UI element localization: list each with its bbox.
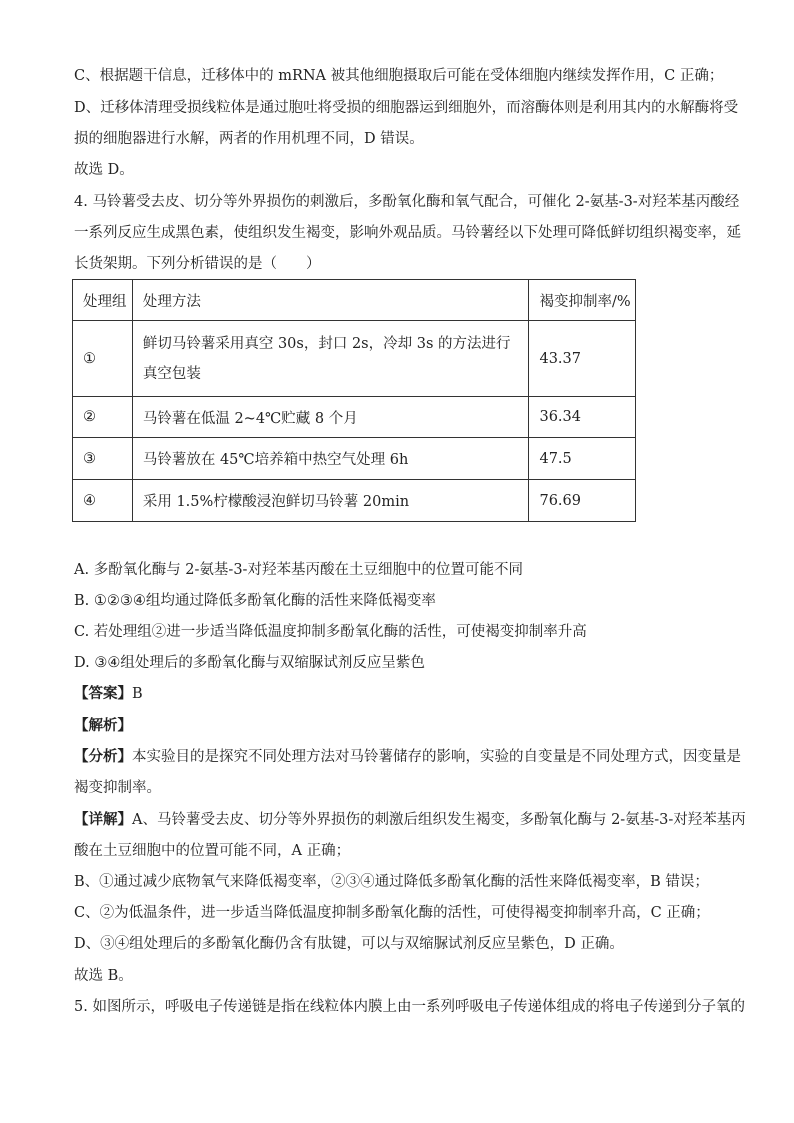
analysis-tag: 【解析】 xyxy=(74,717,132,734)
cell-method xyxy=(132,321,529,397)
paragraph-c: C、根据题干信息，迁移体中的 mRNA 被其他细胞摄取后可能在受体细胞内继续发挥作用，C 正确； xyxy=(74,68,724,84)
cell-group: ③ xyxy=(73,438,133,480)
answer-choice-d: 故选 D。 xyxy=(74,162,134,178)
cell-method-text: 鲜切马铃薯采用真空 30s，封口 2s，冷却 3s 的方法进行真空包装 xyxy=(142,335,511,382)
cell-group: ② xyxy=(73,397,133,438)
cell-group: ④ xyxy=(73,480,133,522)
question4-stem-line2: 一系列反应生成黑色素，使组织发生褐变，影响外观品质。马铃薯经以下处理可降低鲜切组织褐变率，延 xyxy=(74,225,741,241)
xiangjie-line2: 酸在土豆细胞中的位置可能不同，A 正确； xyxy=(74,843,351,859)
header-group: 处理组 xyxy=(73,280,133,321)
option-a: A. 多酚氧化酶与 2-氨基-3-对羟苯基丙酸在土豆细胞中的位置可能不同 xyxy=(74,562,523,578)
question4-stem-line3: 长货架期。下列分析错误的是（ ） xyxy=(74,256,321,272)
paragraph-d-line1: D、迁移体清理受损线粒体是通过胞吐将受损的细胞器运到细胞外，而溶酶体则是利用其内的水解酶将受 xyxy=(74,100,739,116)
xiangjie-line3: B、①通过减少底物氧气来降低褐变率，②③④通过降低多酚氧化酶的活性来降低褐变率，B 错误； xyxy=(74,874,709,890)
answer-line xyxy=(74,684,143,704)
option-d: D. ③④组处理后的多酚氧化酶与双缩脲试剂反应呈紫色 xyxy=(74,655,425,671)
paragraph-d-line2: 损的细胞器进行水解，两者的作用机理不同，D 错误。 xyxy=(74,131,424,147)
cell-method: 采用 1.5%柠檬酸浸泡鲜切马铃薯 20min xyxy=(132,480,529,522)
fenxi-line2: 褐变抑制率。 xyxy=(74,780,161,796)
table-row xyxy=(73,480,636,522)
fenxi-text: 本实验目的是探究不同处理方法对马铃薯储存的影响，实验的自变量是不同处理方式，因变量是 xyxy=(132,749,741,765)
answer-tag: 【答案】 xyxy=(74,685,132,702)
analysis-tag-line xyxy=(74,716,132,736)
xiangjie-text: A、马铃薯受去皮、切分等外界损伤的刺激后组织发生褐变，多酚氧化酶与 2-氨基-3-对羟苯基丙 xyxy=(132,812,746,828)
table-row xyxy=(73,397,636,438)
header-rate: 褐变抑制率/% xyxy=(529,280,636,321)
xiangjie-line4: C、②为低温条件，进一步适当降低温度抑制多酚氧化酶的活性，可使得褐变抑制率升高，C 正确； xyxy=(74,905,710,921)
treatment-table xyxy=(72,279,636,522)
cell-rate: 43.37 xyxy=(529,321,636,397)
fenxi-tag: 【分析】 xyxy=(74,748,132,765)
cell-group: ① xyxy=(73,321,133,397)
option-b: B. ①②③④组均通过降低多酚氧化酶的活性来降低褐变率 xyxy=(74,593,436,609)
xiangjie-line6: 故选 B。 xyxy=(74,968,133,984)
table-row xyxy=(73,438,636,480)
xiangjie-tag: 【详解】 xyxy=(74,811,132,828)
xiangjie-line5: D、③④组处理后的多酚氧化酶仍含有肽键，可以与双缩脲试剂反应呈紫色，D 正确。 xyxy=(74,936,624,952)
cell-rate: 47.5 xyxy=(529,438,636,480)
question4-stem-line1: 4. 马铃薯受去皮、切分等外界损伤的刺激后，多酚氧化酶和氧气配合，可催化 2-氨基-3-对羟苯基丙酸经 xyxy=(74,194,740,210)
answer-value: B xyxy=(132,686,143,702)
cell-method: 马铃薯放在 45℃培养箱中热空气处理 6h xyxy=(132,438,529,480)
table-header-row xyxy=(73,280,636,321)
question5-stem: 5. 如图所示，呼吸电子传递链是指在线粒体内膜上由一系列呼吸电子传递体组成的将电子传递到分子氧的 xyxy=(74,999,745,1015)
option-c: C. 若处理组②进一步适当降低温度抑制多酚氧化酶的活性，可使褐变抑制率升高 xyxy=(74,624,587,640)
table-row xyxy=(73,321,636,397)
cell-rate: 76.69 xyxy=(529,480,636,522)
cell-method: 马铃薯在低温 2~4℃贮藏 8 个月 xyxy=(132,397,529,438)
fenxi-line1 xyxy=(74,747,741,767)
header-method: 处理方法 xyxy=(132,280,529,321)
xiangjie-line1 xyxy=(74,810,746,830)
cell-rate: 36.34 xyxy=(529,397,636,438)
